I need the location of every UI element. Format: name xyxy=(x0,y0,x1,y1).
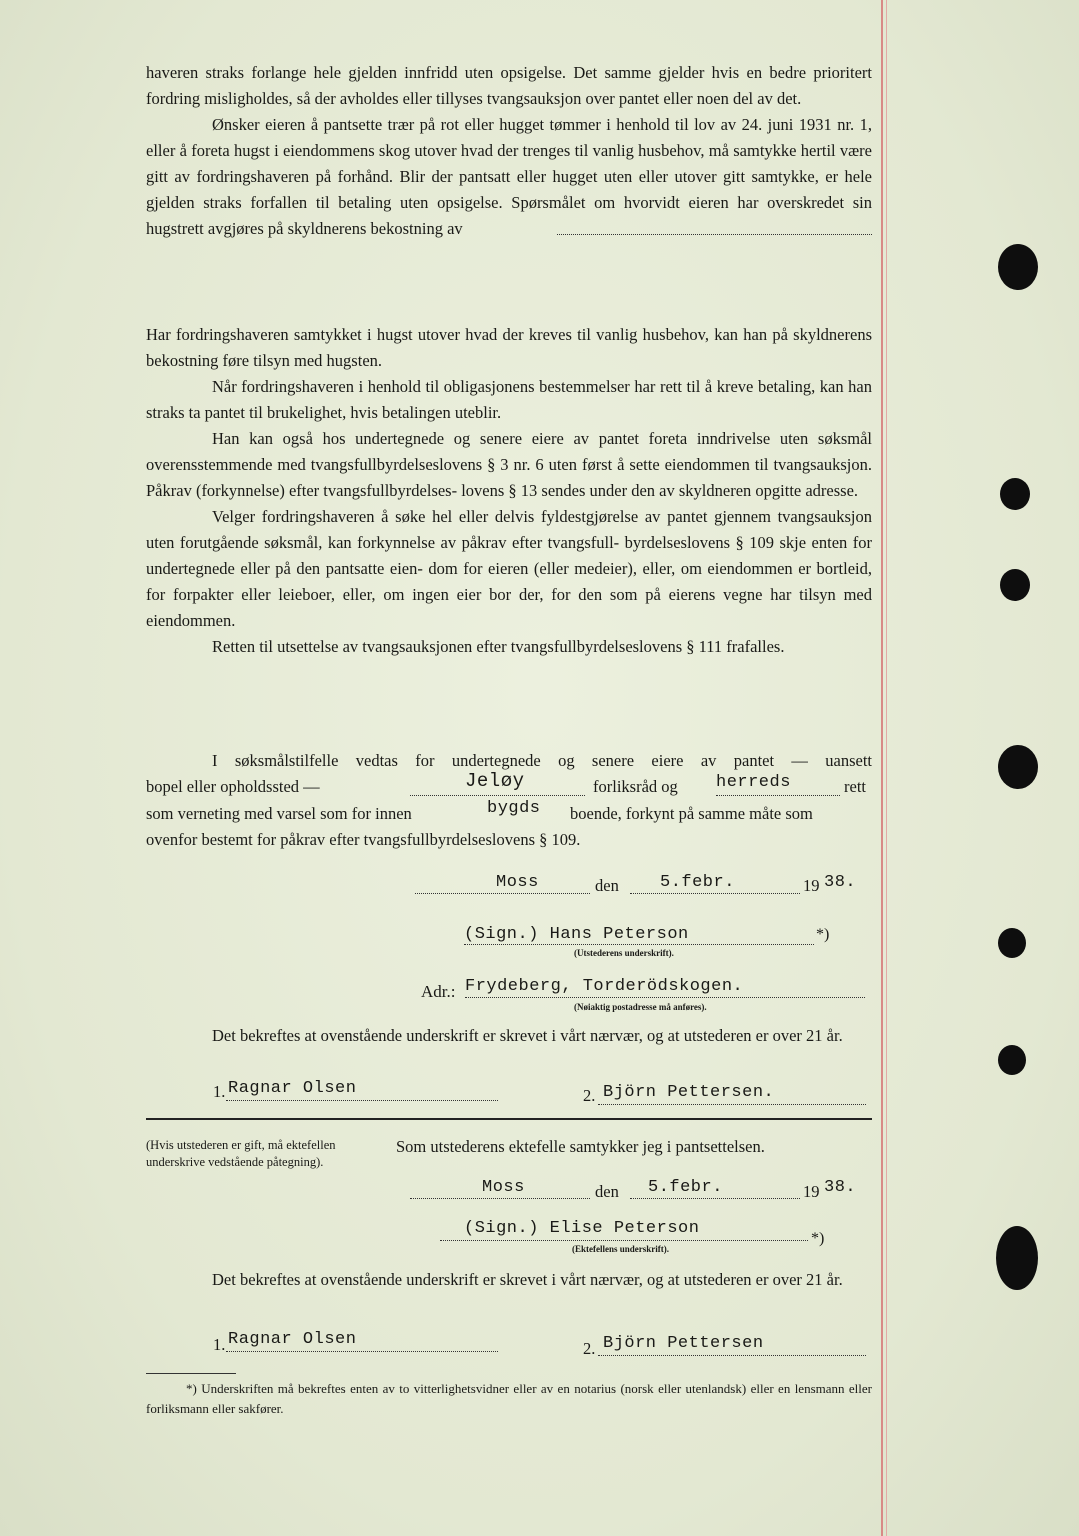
signature-caption: (Utstederens underskrift). xyxy=(574,948,674,958)
dotted-fill-line xyxy=(630,893,800,894)
dotted-fill-line xyxy=(630,1198,800,1199)
margin-rule xyxy=(881,0,883,1536)
punch-hole xyxy=(1000,569,1030,601)
venue-line-1: I søksmålstilfelle vedtas for undertegnede og senere eiere av pantet — uansett xyxy=(212,751,872,770)
spouse-year-field: 38. xyxy=(824,1178,857,1197)
punch-hole xyxy=(1000,478,1030,510)
address-caption: (Nøiaktig postadresse må anføres). xyxy=(574,1002,707,1012)
witness-statement-2 xyxy=(146,1267,872,1293)
witness-statement xyxy=(146,1023,872,1049)
witness-name: Ragnar Olsen xyxy=(228,1079,357,1098)
paragraph: Retten til utsettelse av tvangsauksjonen efter tvangsfullbyrdelseslovens § 111 frafalles. xyxy=(212,637,785,656)
paragraph: haveren straks forlange hele gjelden innfridd uten opsigelse. Det samme gjelder hvis en bedre prioritert fordring misligholdes, så der avholdes eller tillyses tvangsauksjon over pantet eller noen del av det. xyxy=(146,63,872,108)
signature-caption: (Ektefellens underskrift). xyxy=(572,1244,669,1254)
year-field: 38. xyxy=(824,873,857,892)
paragraph: Velger fordringshaveren å søke hel eller delvis fyldestgjørelse av pantet gjennem tvangsauksjon uten forutgående søksmål, kan forkynnelse av påkrav efter tvangsfull- byrdelseslovens § 109 skje enten for undertegnede eller på den pantsatte eien- dom for eieren (eller medeier), eller, om eiendommen er bortleid, for forpakter eller leieboer, eller, om ingen eier bor der, for den som på eierens vegne har tilsyn med eiendommen. xyxy=(146,507,872,630)
address-field: Frydeberg, Torderödskogen. xyxy=(465,977,744,996)
paragraph: Det bekreftes at ovenstående underskrift er skrevet i vårt nærvær, og at utstederen er over 21 år. xyxy=(212,1270,843,1289)
spouse-signature: (Sign.) Elise Peterson xyxy=(464,1219,700,1238)
paragraph: Har fordringshaveren samtykket i hugst utover hvad der kreves til vanlig husbehov, kan han på skyldnerens bekostning føre tilsyn med hugsten. xyxy=(146,325,872,370)
venue-line-2-suffix: rett xyxy=(844,777,866,796)
issuer-signature: (Sign.) Hans Peterson xyxy=(464,925,689,944)
punch-hole xyxy=(996,1226,1038,1290)
footnote-marker: *) xyxy=(816,926,830,943)
dotted-fill-line xyxy=(410,1198,590,1199)
paragraph-text: Ønsker eieren å pantsette trær på rot eller hugget tømmer i henhold til lov av 24. juni 1931 nr. 1, eller å foreta hugst i eiendommens skog utover hvad der trenges til vanlig husbehov, må samtykke hertil være gitt av fordringshaveren på forhånd. Blir der pantsatt eller hugget uten eller utover gitt samtykke, er hele gjelden straks forfallen til betaling uten opsigelse. Spørsmålet om hvorvidt eieren har overskredet sin hugstrett avgjøres på skyldnerens bekostning av xyxy=(146,115,872,238)
witness-name: Ragnar Olsen xyxy=(228,1330,357,1349)
year-prefix: 19 xyxy=(803,1182,820,1201)
district-type: bygds xyxy=(487,799,541,818)
dotted-fill-line xyxy=(464,944,814,945)
spouse-note: (Hvis utstederen er gift, må ektefellen underskrive vedstående påtegning). xyxy=(146,1138,336,1169)
den-label: den xyxy=(595,876,619,895)
witness-number: 1. xyxy=(213,1335,226,1354)
venue-line-3-suffix: boende, forkynt på samme måte som xyxy=(570,804,813,823)
paragraph: Når fordringshaveren i henhold til obligasjonens bestemmelser har rett til å kreve betaling, kan han straks ta pantet til brukelighet, hvis betalingen uteblir. xyxy=(146,377,872,422)
place-field: Moss xyxy=(496,873,539,892)
paragraph: Det bekreftes at ovenstående underskrift er skrevet i vårt nærvær, og at utstederen er over 21 år. xyxy=(212,1026,843,1045)
dotted-fill-line xyxy=(415,893,590,894)
footnote-marker: *) xyxy=(811,1230,825,1247)
spouse-place-field: Moss xyxy=(482,1178,525,1197)
address-label: Adr.: xyxy=(421,982,456,1001)
paragraph: Han kan også hos undertegnede og senere eiere av pantet foreta inndrivelse uten søksmål overensstemmende med tvangsfullbyrdelseslovens § 3 nr. 6 uten først å sette eiendommen til tvangsauksjon. Påkrav (forkynnelse) efter tvangsfullbyrdelses- lovens § 13 sendes under den av skyldneren opgitte adresse. xyxy=(146,429,872,500)
punch-hole xyxy=(998,928,1026,958)
body-text-2 xyxy=(146,322,872,660)
dotted-fill-line xyxy=(716,795,840,796)
dotted-fill-line xyxy=(440,1240,808,1241)
dotted-fill-line xyxy=(557,234,872,235)
venue-line-2-mid: forliksråd og xyxy=(593,777,678,796)
court-type: herreds xyxy=(716,773,791,792)
punch-hole xyxy=(998,745,1038,789)
dotted-fill-line xyxy=(410,795,585,796)
spouse-date-field: 5.febr. xyxy=(648,1178,723,1197)
footnote-rule xyxy=(146,1373,236,1374)
venue-line-2-prefix: bopel eller opholdssted — xyxy=(146,777,320,796)
year-prefix: 19 xyxy=(803,876,820,895)
margin-rule-secondary xyxy=(886,0,887,1536)
punch-hole xyxy=(998,244,1038,290)
witness-number: 2. xyxy=(583,1086,596,1105)
witness-name: Björn Pettersen. xyxy=(603,1083,775,1102)
paragraph xyxy=(146,112,872,242)
dotted-fill-line xyxy=(226,1351,498,1352)
witness-number: 2. xyxy=(583,1339,596,1358)
dotted-fill-line xyxy=(598,1355,866,1356)
municipality-name: Jeløy xyxy=(465,770,525,792)
witness-number: 1. xyxy=(213,1082,226,1101)
venue-line-4: ovenfor bestemt for påkrav efter tvangsfullbyrdelseslovens § 109. xyxy=(146,830,581,849)
spouse-consent: Som utstederens ektefelle samtykker jeg i pantsettelsen. xyxy=(396,1137,765,1156)
den-label: den xyxy=(595,1182,619,1201)
venue-line-3-prefix: som verneting med varsel som for innen xyxy=(146,804,412,823)
dotted-fill-line xyxy=(226,1100,498,1101)
date-field: 5.febr. xyxy=(660,873,735,892)
section-divider xyxy=(146,1118,872,1120)
dotted-fill-line xyxy=(465,997,865,998)
dotted-fill-line xyxy=(598,1104,866,1105)
punch-hole xyxy=(998,1045,1026,1075)
body-text xyxy=(146,60,872,242)
footnote: *) Underskriften må bekreftes enten av to vitterlighetsvidner eller av en notarius (norsk eller utenlandsk) eller en lensmann eller forliksmann eller sakfører. xyxy=(146,1381,872,1416)
witness-name: Björn Pettersen xyxy=(603,1334,764,1353)
